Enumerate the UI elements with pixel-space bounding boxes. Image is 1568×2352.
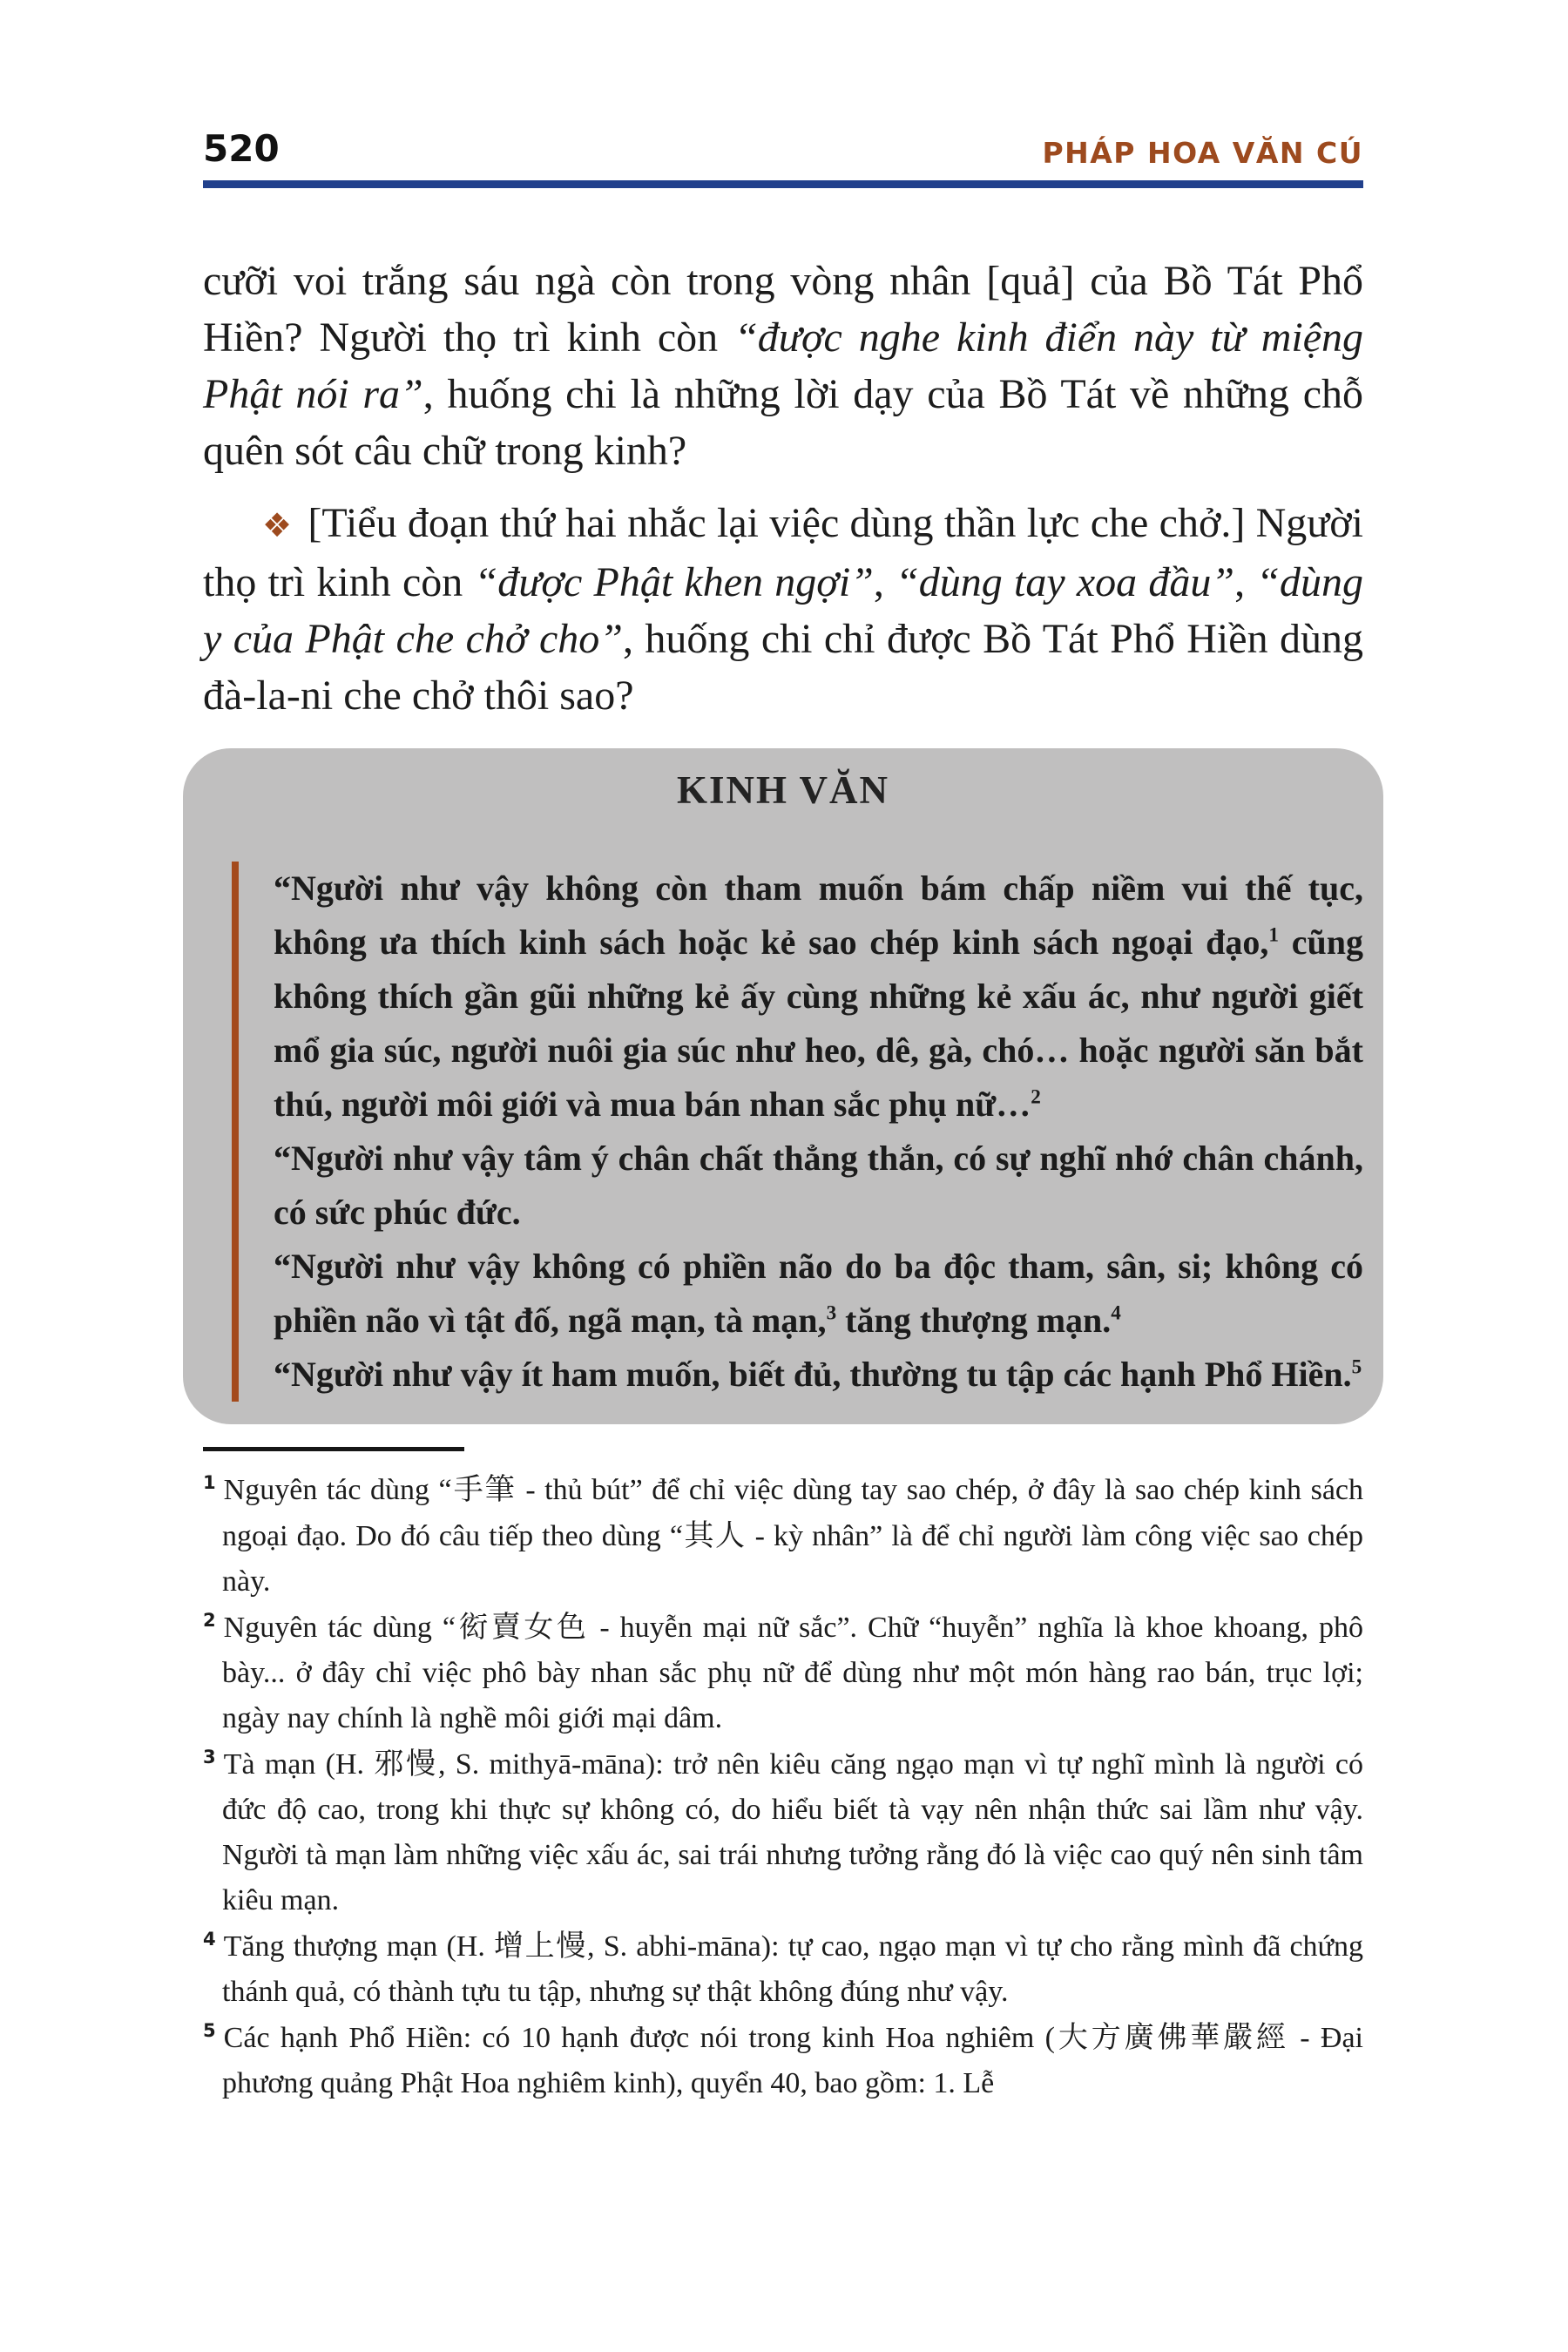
footnote-3-number: 3 [203,1745,216,1767]
body-paragraph-commentary [203,495,1363,724]
page-header [203,127,1363,170]
footnote-5-number: 5 [203,2018,216,2041]
sutra-paragraph-3: “Người như vậy không có phiền não do ba độc tham, sân, si; không có phiền não vì tật đố, ngã mạn, tà mạn,$^3$ tăng thượng mạn.$^4$ [274,1247,1363,1340]
footnote-2 [203,1605,1363,1741]
footnote-1 [203,1467,1363,1605]
footnote-1-number: 1 [203,1470,216,1493]
sutra-paragraph-2: “Người như vậy tâm ý chân chất thẳng thắn, có sự nghĩ nhớ chân chánh, có sức phúc đức. [274,1139,1363,1232]
footnote-3-text: Tà mạn (H. 邪慢, S. mithyā-māna): trở nên kiêu căng ngạo mạn vì tự nghĩ mình là người có đức độ cao, trong khi thực sự không có, do hiểu biết tà vạy nên nhận thức sai lầm như vậy. Người tà mạn làm những việc xấu ác, sai trái nhưng tưởng rằng đó là việc cao quý nên sinh tâm kiêu mạn. [222,1747,1364,1916]
kinh-van-title: KINH VĂN [677,768,889,812]
footnote-5 [203,2015,1363,2106]
page-number: 520 [203,127,280,170]
sutra-paragraph-4: “Người như vậy ít ham muốn, biết đủ, thường tu tập các hạnh Phổ Hiền.$^5$ [274,1355,1362,1394]
running-header-title: PHÁP HOA VĂN CÚ [1042,136,1363,170]
footnote-1-text: Nguyên tác dùng “手筆 - thủ bút” để chỉ việc dùng tay sao chép, ở đây là sao chép kinh sách ngoại đạo. Do đó câu tiếp theo dùng “其人 - kỳ nhân” là để chỉ người làm công việc sao chép này. [222,1472,1364,1598]
sutra-paragraph-1: “Người như vậy không còn tham muốn bám chấp niềm vui thế tục, không ưa thích kinh sách hoặc kẻ sao chép kinh sách ngoại đạo,$^1$ cũng không thích gần gũi những kẻ ấy cùng những kẻ xấu ác, như người giết mổ gia súc, người nuôi gia súc như heo, dê, gà, chó… hoặc người săn bắt thú, người môi giới và mua bán nhan sắc phụ nữ…$^2$ [274,868,1363,1124]
footnote-4-number: 4 [203,1927,216,1950]
commentary-text: [Tiểu đoạn thứ hai nhắc lại việc dùng thần lực che chở.] Người thọ trì kinh còn “được Phật khen ngợi”, “dùng tay xoa đầu”, “dùng y của Phật che chở cho”, huống chi chỉ được Bồ Tát Phổ Hiền dùng đà-la-ni che chở thôi sao? [203,500,1364,719]
diamond-bullet-icon: ❖ [262,506,293,544]
body-paragraph-continuation: cưỡi voi trắng sáu ngà còn trong vòng nhân [quả] của Bồ Tát Phổ Hiền? Người thọ trì kinh còn “được nghe kinh điển này từ miệng Phật nói ra”, huống chi là những lời dạy của Bồ Tát về những chỗ quên sót câu chữ trong kinh? [203,258,1363,474]
kinh-van-box [183,748,1383,1424]
footnote-4 [203,1923,1363,2015]
footnote-separator [203,1447,464,1451]
header-rule [203,180,1363,188]
footnote-2-number: 2 [203,1608,216,1631]
footnote-3 [203,1741,1363,1923]
footnotes-section [203,1467,1363,2106]
footnote-5-text: Các hạnh Phổ Hiền: có 10 hạnh được nói trong kinh Hoa nghiêm (大方廣佛華嚴經 - Đại phương quảng Phật Hoa nghiêm kinh), quyển 40, bao gồm: 1. Lễ [222,2020,1364,2099]
footnote-2-text: Nguyên tác dùng “衒賣女色 - huyễn mại nữ sắc”. Chữ “huyễn” nghĩa là khoe khoang, phô bày... ở đây chỉ việc phô bày nhan sắc phụ nữ để dùng như một món hàng rao bán, trục lợi; ngày nay chính là nghề môi giới mại dâm. [222,1610,1363,1734]
sutra-quote-block [232,862,1363,1402]
footnote-4-text: Tăng thượng mạn (H. 增上慢, S. abhi-māna): tự cao, ngạo mạn vì tự cho rằng mình đã chứng thánh quả, có thành tựu tu tập, nhưng sự thật không đúng như vậy. [222,1929,1363,2008]
